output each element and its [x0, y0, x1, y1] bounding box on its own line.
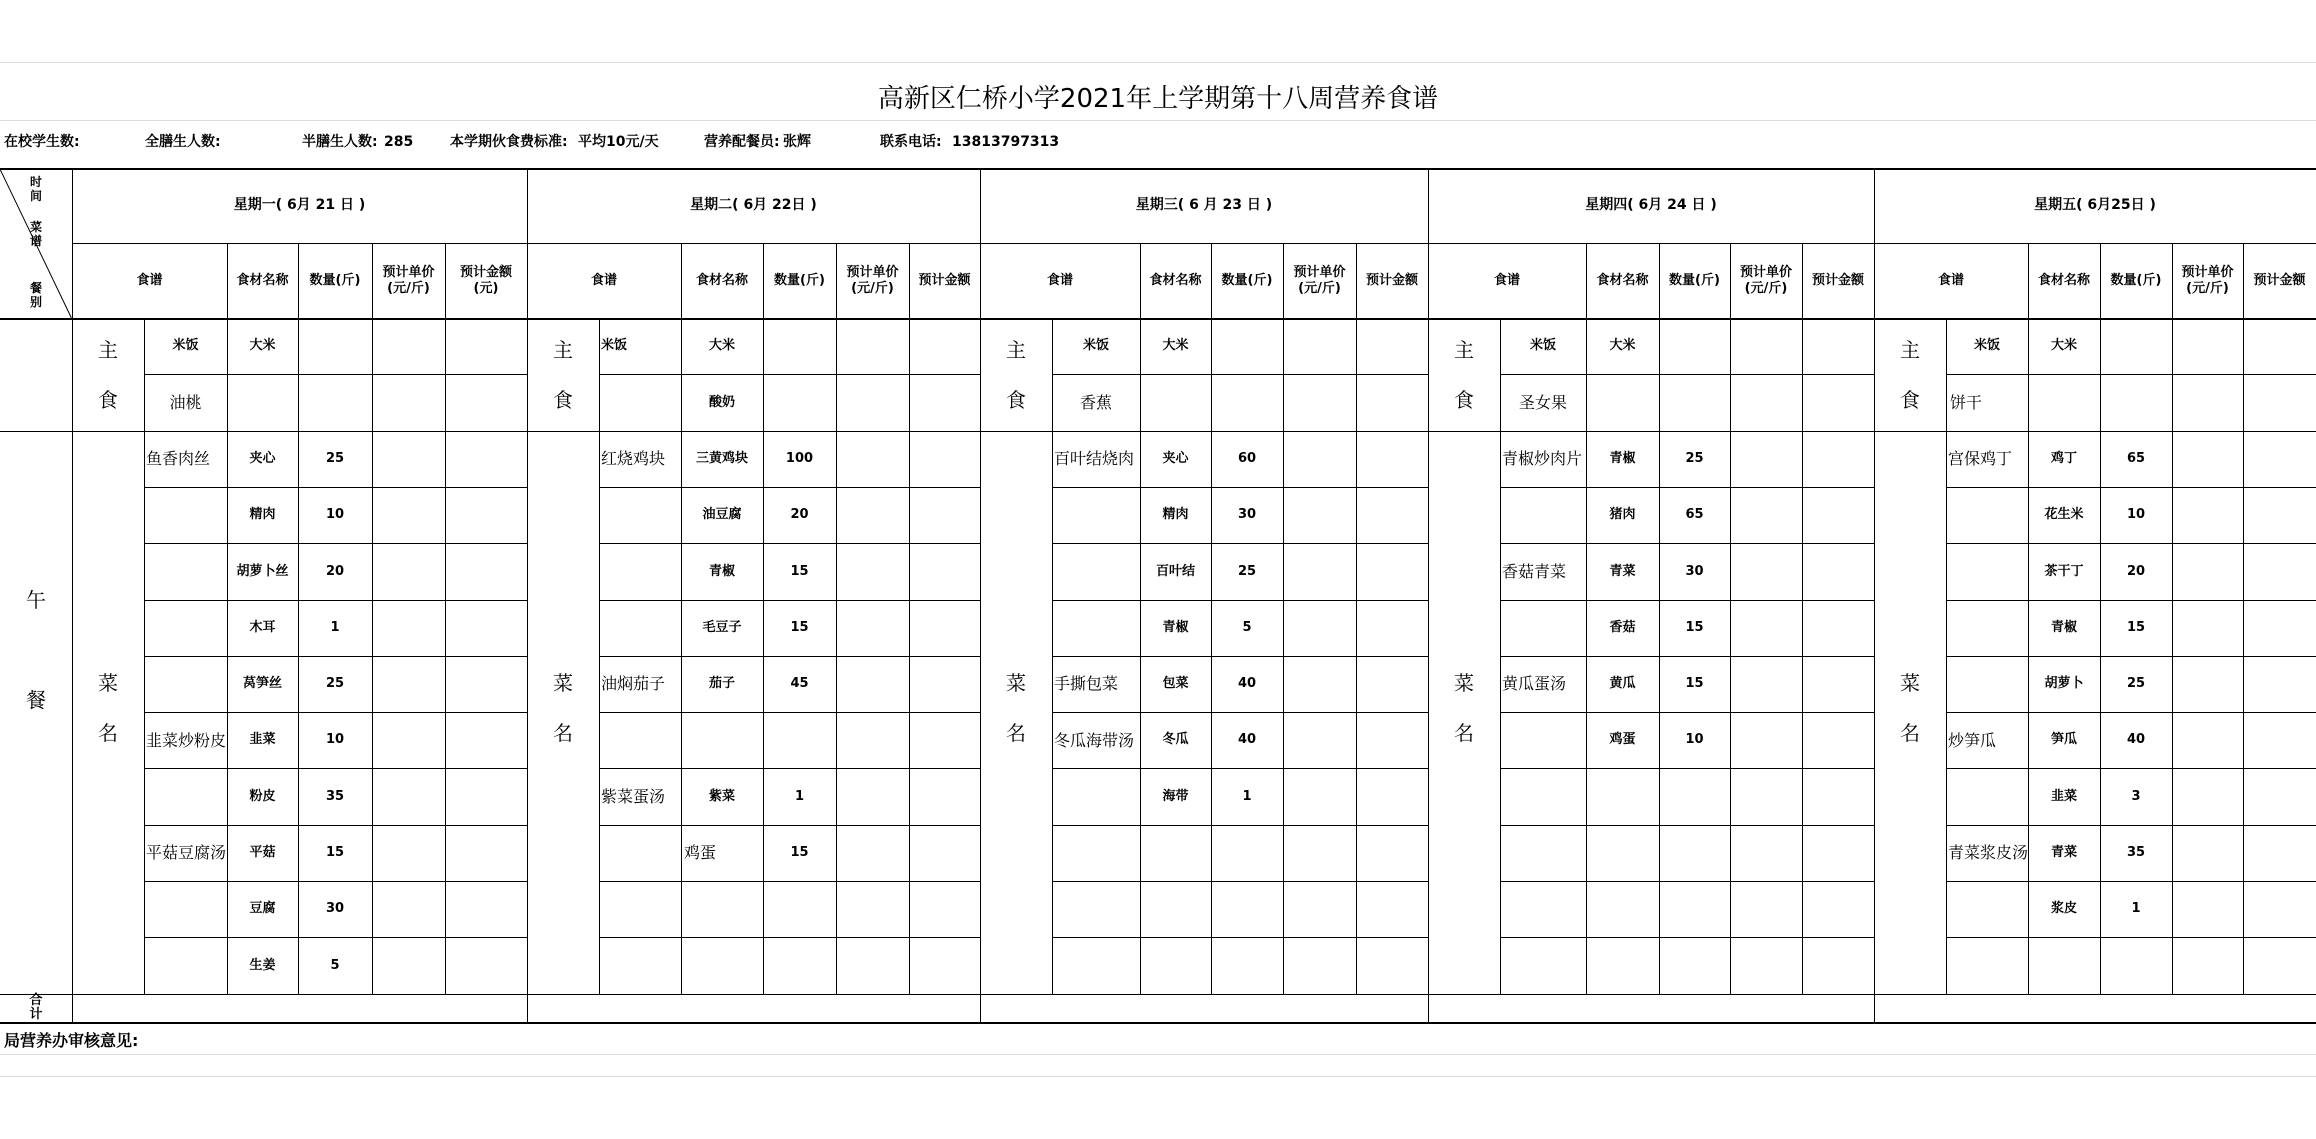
staple-char-2: 食 [1454, 388, 1474, 412]
ingredient-quantity: 10 [325, 732, 345, 748]
gridline [0, 1076, 2316, 1077]
students-label: 在校学生数: [4, 133, 80, 150]
ingredient-name: 夹心 [1162, 450, 1189, 466]
staple-char-1: 主 [98, 338, 118, 362]
ingredient-quantity: 3 [2131, 788, 2141, 804]
ingredient-name: 猪肉 [1609, 507, 1636, 523]
staple-ingredient: 大米 [1162, 338, 1189, 354]
row-rule [599, 712, 980, 713]
ingredient-quantity: 30 [1685, 563, 1704, 579]
ingredient-name: 三黄鸡块 [695, 450, 748, 466]
staple-food: 米饭 [1082, 338, 1109, 354]
ingredient-name: 青椒 [708, 563, 735, 579]
ingredient-quantity: 20 [790, 507, 809, 523]
ingredient-name: 胡萝卜 [2044, 676, 2084, 692]
header-quantity: 数量(斤) [1669, 272, 1720, 288]
phone-value: 13813797313 [952, 133, 1060, 150]
staple-char-1: 主 [1454, 338, 1474, 362]
staple-label [1428, 330, 1500, 420]
header-quantity: 数量(斤) [2110, 272, 2162, 288]
ingredient-quantity: 30 [325, 901, 345, 917]
day-title: 星期五( 6月25日 ) [2034, 197, 2156, 214]
ingredient-quantity: 1 [1242, 788, 1252, 804]
ingredient-name: 胡萝卜丝 [236, 563, 289, 579]
ingredient-quantity: 25 [1685, 450, 1704, 466]
dish-name: 韭菜炒粉皮 [146, 730, 227, 750]
header-ingredient: 食材名称 [695, 272, 748, 288]
ingredient-quantity: 45 [790, 676, 809, 692]
header-quantity: 数量(斤) [309, 272, 361, 288]
ingredient-name: 韭菜 [2050, 788, 2077, 804]
staple-char-1: 主 [553, 338, 573, 362]
ingredient-quantity: 1 [330, 619, 340, 635]
header-recipe: 食谱 [1046, 272, 1073, 288]
ingredient-quantity: 25 [1237, 563, 1257, 579]
dish-name: 平菇豆腐汤 [146, 843, 227, 863]
header-ingredient: 食材名称 [236, 272, 289, 288]
header-amount: 预计金额 [1811, 272, 1864, 288]
staple-label [980, 330, 1052, 420]
dish-char-2: 名 [1006, 721, 1026, 745]
staple-food: 米饭 [1973, 338, 2000, 354]
staple-ingredient: 大米 [708, 338, 735, 354]
phone-label: 联系电话: [880, 133, 942, 150]
staple-food: 饼干 [1950, 392, 1983, 412]
row-rule [1500, 881, 1874, 882]
header-recipe: 食谱 [136, 272, 163, 288]
header-ingredient: 食材名称 [1596, 272, 1649, 288]
staple-ingredient: 大米 [2050, 338, 2077, 354]
staple-label [527, 330, 599, 420]
dish-name: 青菜浆皮汤 [1948, 843, 2028, 863]
ingredient-name: 生姜 [249, 957, 276, 973]
ingredient-quantity: 40 [2126, 732, 2146, 748]
staple-char-2: 食 [1900, 388, 1920, 412]
ingredient-name: 木耳 [249, 619, 276, 635]
dish-char-1: 菜 [1900, 671, 1920, 695]
dish-name: 百叶结烧肉 [1054, 449, 1135, 469]
ingredient-name: 百叶结 [1155, 563, 1195, 579]
ingredient-quantity: 10 [1685, 732, 1704, 748]
header-quantity: 数量(斤) [774, 272, 825, 288]
ingredient-quantity: 25 [325, 450, 345, 466]
ingredient-name: 平菇 [249, 845, 276, 861]
ingredient-name: 香菇 [1609, 619, 1636, 635]
staple-food: 米饭 [172, 338, 199, 354]
ingredient-name: 浆皮 [2050, 901, 2077, 917]
ingredient-name: 鸡丁 [2050, 450, 2077, 466]
dish-name: 炒笋瓜 [1948, 730, 1997, 750]
dietitian-label: 营养配餐员: [704, 133, 780, 150]
dish-label [72, 663, 144, 753]
ingredient-quantity: 15 [1685, 676, 1704, 692]
ingredient-name: 青椒 [1162, 619, 1189, 635]
dish-name: 红烧鸡块 [601, 449, 666, 469]
staple-char-2: 食 [1006, 388, 1026, 412]
ingredient-name: 豆腐 [249, 901, 276, 917]
ingredient-quantity: 20 [2126, 563, 2146, 579]
ingredient-quantity: 15 [1685, 619, 1704, 635]
corner-dish-label: 菜谱 [29, 220, 42, 248]
ingredient-name: 鸡蛋 [1609, 732, 1636, 748]
ingredient-name: 毛豆子 [702, 619, 742, 635]
dish-name: 手撕包菜 [1054, 674, 1119, 694]
dish-name: 黄瓜蛋汤 [1502, 674, 1567, 694]
header-unit-price: 预计单价(元/斤) [846, 264, 899, 296]
ingredient-name: 青菜 [1609, 563, 1636, 579]
gridline [0, 62, 2316, 63]
row-rule [1052, 825, 1428, 826]
ingredient-name: 包菜 [1162, 676, 1189, 692]
ingredient-quantity: 15 [790, 619, 809, 635]
meal-char-2: 餐 [26, 688, 46, 712]
dish-name: 鱼香肉丝 [146, 449, 211, 469]
header-unit-price: 预计单价(元/斤) [1293, 264, 1346, 296]
dish-name: 宫保鸡丁 [1948, 449, 2013, 469]
ingredient-quantity: 35 [325, 788, 345, 804]
ingredient-name: 精肉 [1162, 507, 1189, 523]
corner-time-label: 时间 [29, 175, 42, 203]
ingredient-quantity: 30 [1237, 507, 1257, 523]
ingredient-name: 青椒 [1609, 450, 1636, 466]
ingredient-quantity: 25 [2126, 676, 2146, 692]
dish-char-2: 名 [98, 721, 118, 745]
header-amount: 预计金额 [918, 272, 971, 288]
ingredient-quantity: 5 [330, 957, 340, 973]
half-meal-value: 285 [384, 133, 414, 150]
page-title: 高新区仁桥小学2021年上学期第十八周营养食谱 [877, 84, 1439, 115]
row-rule [1500, 768, 1874, 769]
ingredient-name: 莴笋丝 [242, 676, 282, 692]
ingredient-quantity: 15 [2126, 619, 2146, 635]
header-quantity: 数量(斤) [1221, 272, 1273, 288]
ingredient-quantity: 65 [1685, 507, 1704, 523]
ingredient-name: 茶干丁 [2044, 563, 2084, 579]
staple-ingredient: 酸奶 [708, 394, 735, 410]
ingredient-name: 夹心 [249, 450, 276, 466]
ingredient-quantity: 25 [325, 676, 345, 692]
ingredient-name: 海带 [1162, 788, 1189, 804]
ingredient-quantity: 40 [1237, 676, 1257, 692]
staple-food: 香蕉 [1079, 392, 1112, 412]
staple-food: 圣女果 [1518, 392, 1567, 412]
meal-char-1: 午 [26, 588, 46, 612]
ingredient-quantity: 60 [1237, 450, 1257, 466]
row-rule [599, 881, 980, 882]
ingredient-name: 青椒 [2050, 619, 2077, 635]
day-title: 星期四( 6月 24 日 ) [1585, 197, 1717, 214]
dish-char-1: 菜 [1006, 671, 1026, 695]
day-title: 星期三( 6 月 23 日 ) [1135, 197, 1273, 214]
dish-char-2: 名 [1454, 721, 1474, 745]
ingredient-name: 冬瓜 [1162, 732, 1189, 748]
fee-standard-value: 平均10元/天 [578, 133, 659, 150]
half-meal-label: 半膳生人数: [302, 133, 378, 150]
dish-label [980, 663, 1052, 753]
dish-bottom-rule [0, 994, 2316, 996]
dish-name: 青椒炒肉片 [1502, 449, 1583, 469]
header-ingredient: 食材名称 [2037, 272, 2090, 288]
ingredient-name: 油豆腐 [702, 507, 742, 523]
row-rule [1500, 825, 1874, 826]
dish-char-1: 菜 [553, 671, 573, 695]
dish-char-2: 名 [1900, 721, 1920, 745]
header-unit-price: 预计单价(元/斤) [382, 264, 435, 296]
ingredient-name: 青菜 [2050, 845, 2077, 861]
total-label: 合计 [29, 992, 43, 1022]
day-title: 星期一( 6月 21 日 ) [233, 197, 366, 214]
header-unit-price: 预计单价(元/斤) [2181, 264, 2234, 296]
fee-standard-label: 本学期伙食费标准: [450, 133, 568, 150]
day-title: 星期二( 6月 22日 ) [690, 197, 817, 214]
review-opinion-label: 局营养办审核意见: [4, 1031, 139, 1051]
staple-food: 油桃 [169, 392, 202, 412]
dish-char-1: 菜 [1454, 671, 1474, 695]
row-rule [599, 374, 980, 375]
total-bottom-rule [0, 1022, 2316, 1024]
ingredient-name: 紫菜 [708, 788, 735, 804]
header-amount: 预计金额 [2253, 272, 2306, 288]
ingredient-quantity: 1 [794, 788, 805, 804]
ingredient-quantity: 20 [325, 563, 345, 579]
header-recipe: 食谱 [1493, 272, 1520, 288]
ingredient-quantity: 35 [2126, 845, 2146, 861]
staple-char-2: 食 [553, 388, 573, 412]
staple-char-1: 主 [1006, 338, 1026, 362]
dish-name: 紫菜蛋汤 [601, 786, 666, 806]
ingredient-quantity: 15 [790, 563, 809, 579]
dish-char-2: 名 [553, 721, 573, 745]
ingredient-quantity: 15 [790, 845, 809, 861]
ingredient-quantity: 100 [785, 450, 814, 466]
row-rule [1052, 881, 1428, 882]
ingredient-quantity: 40 [1237, 732, 1257, 748]
staple-label [1874, 330, 1946, 420]
ingredient-quantity: 10 [2126, 507, 2146, 523]
staple-char-2: 食 [98, 388, 118, 412]
ingredient-quantity: 15 [325, 845, 345, 861]
ingredient-name: 茄子 [708, 676, 735, 692]
gridline [0, 120, 2316, 121]
dish-label [527, 663, 599, 753]
staple-food: 米饭 [601, 338, 628, 354]
header-amount: 预计金额(元) [459, 264, 512, 296]
dish-label [1428, 663, 1500, 753]
ingredient-quantity: 5 [1242, 619, 1252, 635]
ingredient-name: 粉皮 [249, 788, 276, 804]
ingredient-name: 笋瓜 [2050, 732, 2077, 748]
dietitian-value: 张辉 [783, 133, 811, 150]
staple-ingredient: 大米 [1609, 338, 1636, 354]
full-meal-label: 全膳生人数: [145, 133, 221, 150]
header-unit-price: 预计单价(元/斤) [1739, 264, 1792, 296]
row-rule [1500, 937, 1874, 938]
staple-label [72, 330, 144, 420]
staple-ingredient: 大米 [249, 338, 276, 354]
dish-name: 香菇青菜 [1502, 561, 1567, 581]
corner-meal-label: 餐别 [29, 281, 42, 309]
ingredient-name: 韭菜 [249, 732, 276, 748]
ingredient-quantity: 65 [2126, 450, 2146, 466]
row-rule [599, 937, 980, 938]
dish-char-1: 菜 [98, 671, 118, 695]
dish-name: 油焖茄子 [601, 674, 666, 694]
ingredient-quantity: 10 [325, 507, 345, 523]
staple-char-1: 主 [1900, 338, 1920, 362]
ingredient-quantity: 1 [2131, 901, 2141, 917]
row-rule [1946, 937, 2316, 938]
ingredient-name: 花生米 [2044, 507, 2084, 523]
staple-food: 米饭 [1529, 338, 1556, 354]
dish-name: 冬瓜海带汤 [1054, 730, 1135, 750]
header-recipe: 食谱 [590, 272, 617, 288]
ingredient-name: 鸡蛋 [684, 843, 717, 863]
header-amount: 预计金额 [1365, 272, 1418, 288]
dish-label [1874, 663, 1946, 753]
ingredient-name: 黄瓜 [1609, 676, 1636, 692]
row-rule [1052, 937, 1428, 938]
header-ingredient: 食材名称 [1149, 272, 1202, 288]
header-recipe: 食谱 [1937, 272, 1964, 288]
ingredient-name: 精肉 [249, 507, 276, 523]
